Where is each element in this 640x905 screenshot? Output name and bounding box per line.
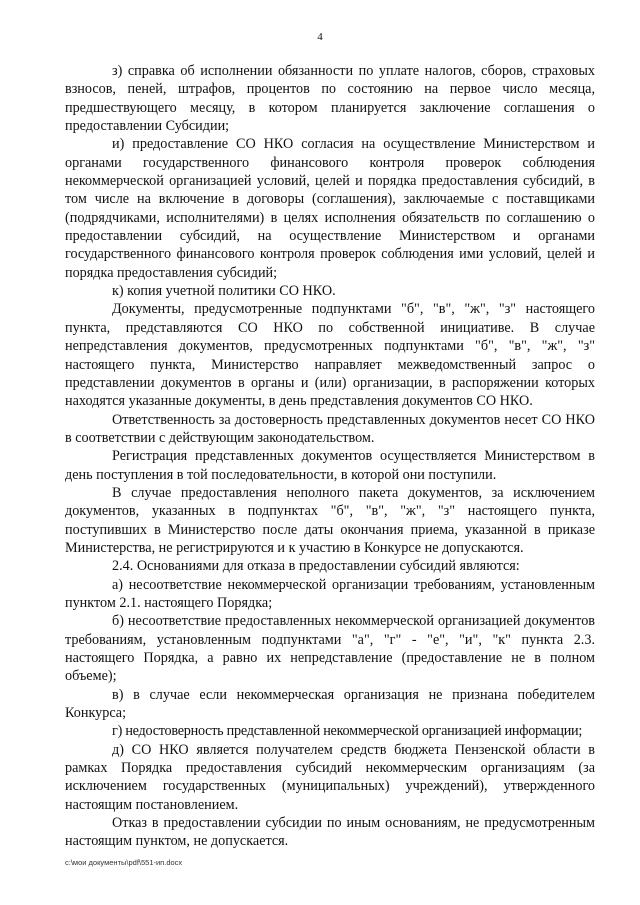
paragraph-refusal-d: д) СО НКО является получателем средств бюджета Пензенской области в рамках Порядка предоставления субсидий некоммерческим организациям (за исключением государственных (муниципальных) учреждений), утвержденного настоящим постановлением. (65, 741, 595, 813)
paragraph-refusal-v: в) в случае если некоммерческая организация не признана победителем Конкурса; (65, 686, 595, 722)
document-body (65, 62, 595, 851)
paragraph-refusal-b: б) несоответствие предоставленных некоммерческой организацией документов требованиям, установленным подпунктами "а", "г" - "е", "и", "к" пункта 2.3. настоящего Порядка, а равно их непредставление (предоставление не в полном объеме); (65, 613, 595, 685)
paragraph-registration: Регистрация представленных документов осуществляется Министерством в день поступления в той последовательности, в которой они поступили. (65, 448, 595, 483)
paragraph-other-grounds: Отказ в предоставлении субсидии по иным основаниям, не предусмотренным настоящим пунктом, не допускается. (65, 815, 595, 850)
paragraph-refusal-g: г) недостоверность представленной некоммерческой организацией информации; (112, 723, 583, 740)
paragraph-responsibility: Ответственность за достоверность представленных документов несет СО НКО в соответствии с действующим законодательством. (65, 411, 595, 446)
paragraph-refusal-a: а) несоответствие некоммерческой организации требованиям, установленным пунктом 2.1. настоящего Порядка; (65, 576, 595, 611)
paragraph-incomplete-package: В случае предоставления неполного пакета документов, за исключением документов, указанных в подпунктах "б", "в", "ж", "з" настоящего пункта, поступивших в Министерство после даты окончания приема, указанной в приказе Министерства, не регистрируются и к участию в Конкурсе не допускаются. (65, 484, 595, 556)
paragraph-i: и) предоставление СО НКО согласия на осуществление Министерством и органами государственного финансового контроля проверок соблюдения некоммерческой организацией условий, целей и порядка предоставления субсидий, в том числе на включение в договоры (соглашения), заключаемые с поставщиками (подрядчиками, исполнителями) в целях исполнения обязательств по соглашению о предоставлении субсидий, на осуществление Министерством и органами государственного финансового контроля проверок соблюдения ими условий, целей и порядка предоставления субсидий; (65, 136, 595, 281)
paragraph-k: к) копия учетной политики СО НКО. (112, 283, 336, 300)
paragraph-z: з) справка об исполнении обязанности по уплате налогов, сборов, страховых взносов, пеней, штрафов, процентов по состоянию на первое число месяца, предшествующего месяцу, в котором планируется заключение соглашения о предоставлении Субсидии; (65, 63, 595, 135)
paragraph-2-4-heading: 2.4. Основаниями для отказа в предоставлении субсидий являются: (112, 558, 520, 575)
page-number: 4 (317, 31, 323, 43)
paragraph-documents-initiative: Документы, предусмотренные подпунктами "б", "в", "ж", "з" настоящего пункта, представляются СО НКО по собственной инициативе. В случае непредставления документов, предусмотренных подпунктами "б", "в", "ж", "з" настоящего пункта, Министерство направляет межведомственный запрос о представлении документов в органы и (или) организации, в распоряжении которых находятся указанные документы, в день представления документов СО НКО. (65, 301, 595, 410)
file-path-footer: с:\мои документы\pdf\551-ип.docx (65, 858, 183, 867)
